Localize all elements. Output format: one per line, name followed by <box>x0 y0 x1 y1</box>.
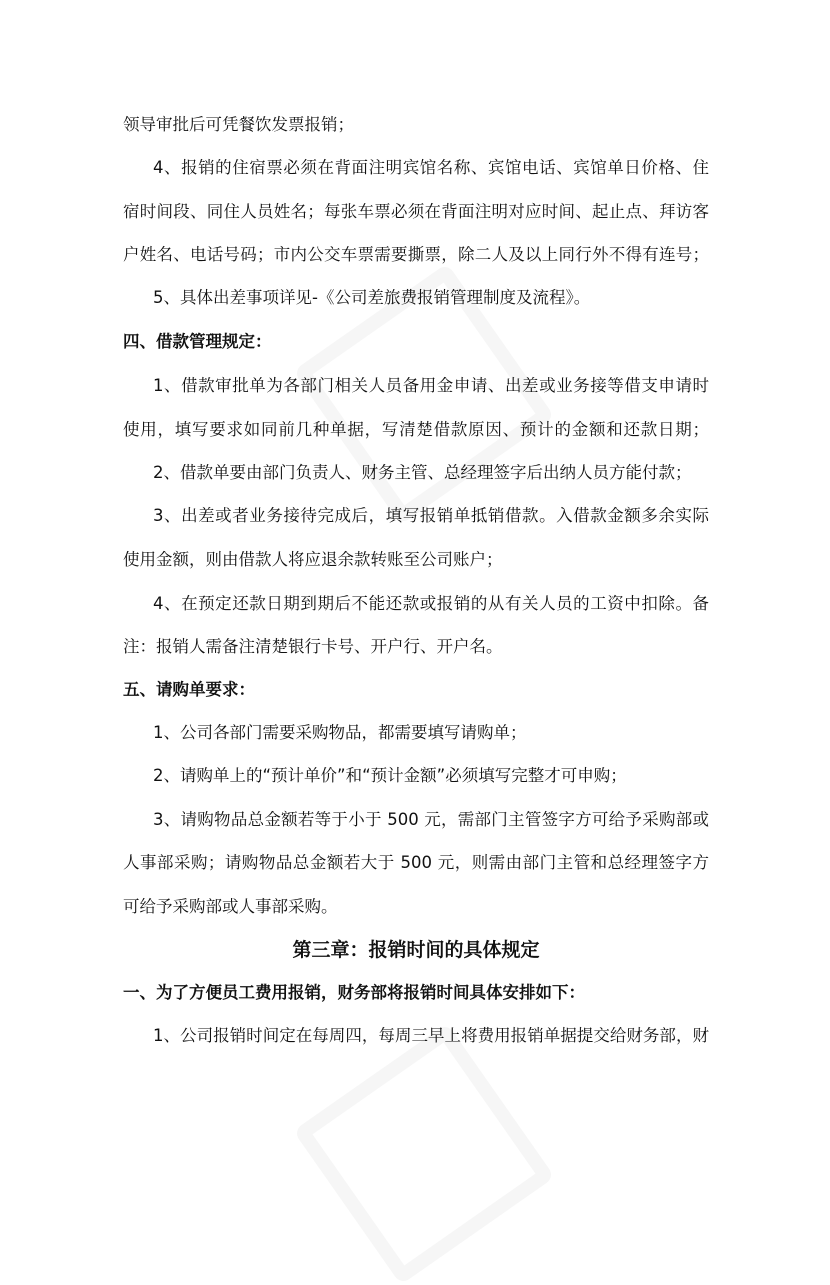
paragraph-line: 1、借款审批单为各部门相关人员备用金申请、出差或业务接等借支申请时 <box>153 376 709 395</box>
paragraph-line: 户姓名、电话号码；市内公交车票需要撕票，除二人及以上同行外不得有连号； <box>123 245 709 264</box>
watermark <box>293 1023 555 1285</box>
paragraph-line: 使用，填写要求如同前几种单据，写清楚借款原因、预计的金额和还款日期； <box>123 420 709 439</box>
paragraph-line: 使用金额，则由借款人将应退余款转账至公司账户； <box>123 550 503 569</box>
paragraph-line: 2、请购单上的“预计单价”和“预计金额”必须填写完整才可申购； <box>153 766 627 785</box>
section-heading: 四、借款管理规定： <box>123 332 272 351</box>
paragraph-line: 宿时间段、同住人员姓名；每张车票必须在背面注明对应时间、起止点、拜访客 <box>123 202 709 221</box>
paragraph-line: 可给予采购部或人事部采购。 <box>123 897 338 916</box>
paragraph-line: 1、公司各部门需要采购物品，都需要填写请购单； <box>153 723 527 742</box>
paragraph-line: 4、报销的住宿票必须在背面注明宾馆名称、宾馆电话、宾馆单日价格、住 <box>153 158 709 177</box>
section-heading: 五、请购单要求： <box>123 680 255 699</box>
section-heading: 一、为了方便员工费用报销，财务部将报销时间具体安排如下： <box>123 983 585 1002</box>
paragraph-line: 5、具体出差事项详见-《公司差旅费报销管理制度及流程》。 <box>153 288 591 307</box>
paragraph-line: 领导审批后可凭餐饮发票报销； <box>123 115 354 134</box>
paragraph-line: 注：报销人需备注清楚银行卡号、开户行、开户名。 <box>123 637 503 656</box>
paragraph-line: 人事部采购；请购物品总金额若大于 500 元，则需由部门主管和总经理签字方 <box>123 853 709 872</box>
paragraph-line: 3、出差或者业务接待完成后，填写报销单抵销借款。入借款金额多余实际 <box>153 506 709 525</box>
paragraph-line: 2、借款单要由部门负责人、财务主管、总经理签字后出纳人员方能付款； <box>153 463 692 482</box>
paragraph-line: 1、公司报销时间定在每周四，每周三早上将费用报销单据提交给财务部，财 <box>153 1026 709 1045</box>
paragraph-line: 4、在预定还款日期到期后不能还款或报销的从有关人员的工资中扣除。备 <box>153 594 709 613</box>
paragraph-line: 3、请购物品总金额若等于小于 500 元，需部门主管签字方可给予采购部或 <box>153 810 709 829</box>
chapter-title: 第三章：报销时间的具体规定 <box>292 939 540 961</box>
